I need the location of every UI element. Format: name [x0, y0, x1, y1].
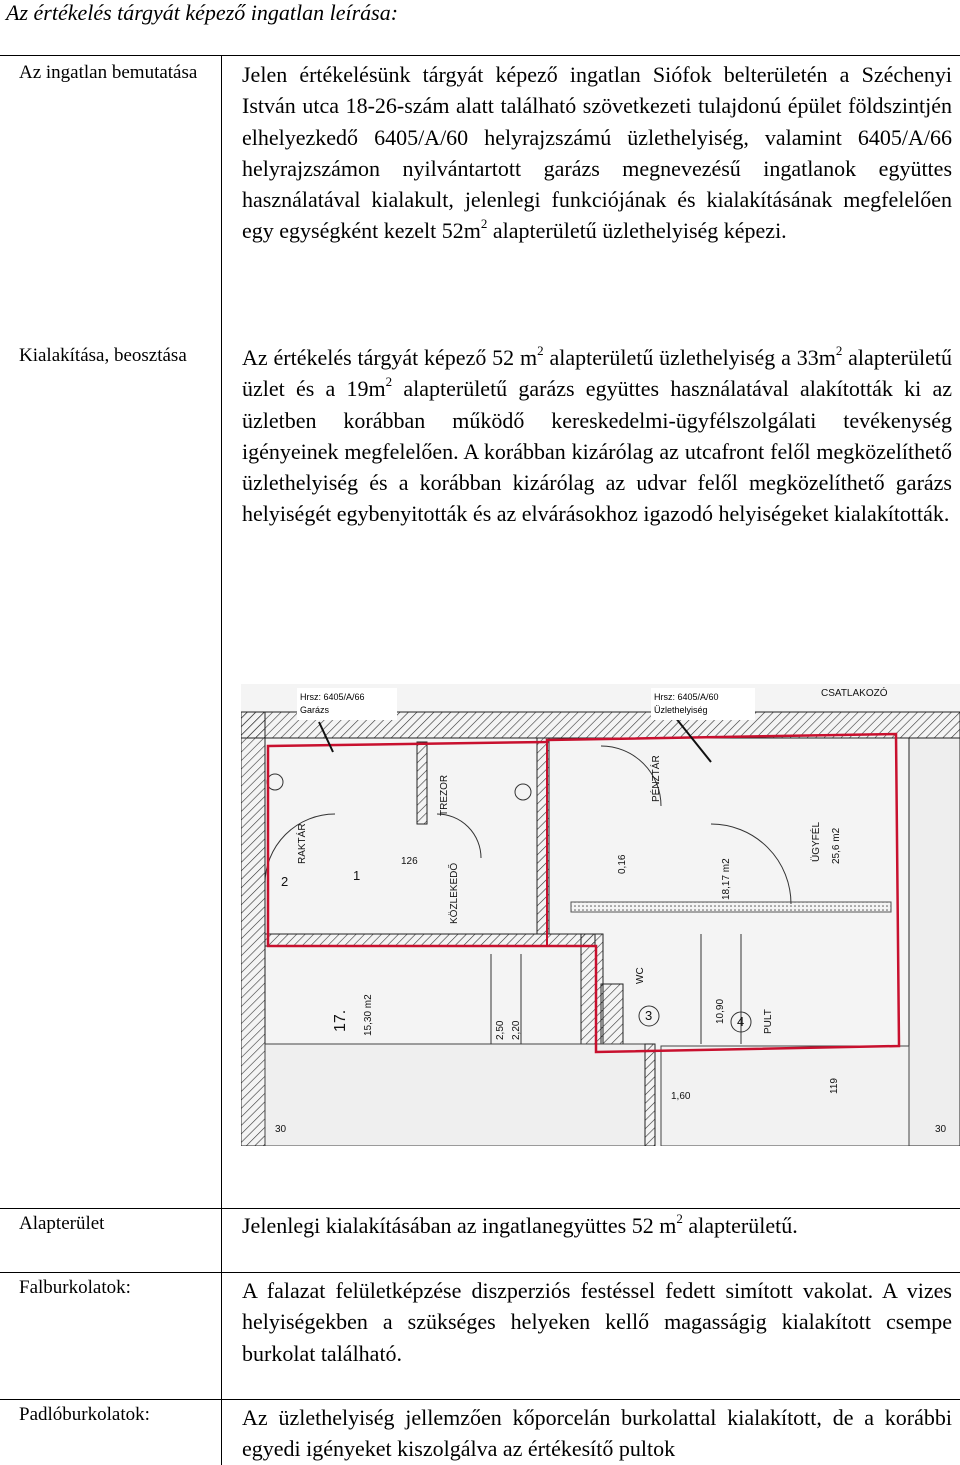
row-text-padloburkolatok: Az üzlethelyiség jellemzően kőporcelán burkolattal kialakított, de a korábbi egyedi igényeket kiszolgálva az értékesítő pultok [242, 1405, 952, 1462]
dim-label: 30 [275, 1124, 287, 1135]
row-text-falburkolatok: A falazat felületképzése diszperziós festéssel fedett simított vakolat. A vizes helyiségekben a szükséges helyeken kellő magasságig kialakított csempe burkolat található. [242, 1278, 952, 1366]
dim-label: 2,50 [495, 1020, 506, 1040]
room-number-2: 2 [281, 874, 289, 889]
dim-label: 18,17 m2 [721, 858, 732, 900]
table-row-divider-alapterulet [0, 1208, 960, 1209]
dim-label: 30 [935, 1124, 947, 1135]
plan-left-wall [241, 712, 265, 1146]
room-label-wc: WC [635, 967, 646, 984]
room-label-trezor: TREZOR [439, 774, 450, 816]
shop-hrsz-label: Hrsz: 6405/A/60 [654, 692, 719, 702]
table-row-divider-padloburkolatok [0, 1399, 960, 1400]
table-row-divider-falburkolatok [0, 1272, 960, 1273]
dim-label: 0,16 [617, 854, 628, 874]
room-number-4: 4 [737, 1014, 745, 1029]
dim-label: 1,60 [671, 1091, 691, 1102]
row-text-kialakitas: Az értékelés tárgyát képező 52 $m^2$ alapterületű üzlethelyiség a $33m^2$ alapterületű üzlet és a $19m^2$ alapterületű garázs együttes használatával alakították ki az üzletben korábban működő kereskedelmi-ügyfélszolgálati tevékenység igényeinek megfelelően. A korábban kizárólag az utcafront felől megközelíthető üzlethelyiség és a korábban kizárólag az udvar felől megközelíthető garázs helyiségét egybenyitották és az elvárásokhoz igazodó helyiségeket kialakították. [242, 343, 952, 527]
section-heading: Az értékelés tárgyát képező ingatlan leírása: [6, 0, 399, 25]
dim-label: 126 [401, 856, 418, 867]
row-label-alapterulet: Alapterület [19, 1213, 105, 1234]
table-top-border [0, 55, 960, 56]
row-text-alapterulet: Jelenlegi kialakításában az ingatlanegyüttes 52 $m^2$ alapterületű. [242, 1211, 798, 1238]
table-column-divider-2 [221, 337, 222, 1208]
shop-name-label: Üzlethelyiség [654, 705, 708, 715]
table-column-divider-1 [221, 55, 222, 337]
room-label-area-17: 15,30 m2 [363, 994, 374, 1036]
garage-hrsz-label: Hrsz: 6405/A/66 [300, 692, 365, 702]
room-label-csatlakozo: CSATLAKOZÓ [821, 688, 888, 699]
row-text-bemutatas: Jelen értékelésünk tárgyát képező ingatlan Siófok belterületén a Széchenyi István utca 18-26-szám alatt található szövetkezeti tulajdonú épület földszintjén elhelyezkedő 6405/A/60 helyrajzszámú üzlethelyiség, valamint 6405/A/66 helyrajzszámon nyilvántartott garázs megnevezésű ingatlanok együttes használatával kialakult, jelenlegi funkciójának és kialakításának megfelelően egy egységként kezelt $52m^2$ alapterületű üzlethelyiség képezi. [242, 62, 952, 244]
dim-label: 10,90 [715, 998, 726, 1024]
plan-right-column [909, 738, 960, 1146]
dim-label: 2,20 [511, 1020, 522, 1040]
room-number-3: 3 [645, 1008, 653, 1023]
dim-label: 25,6 m2 [831, 827, 842, 864]
row-label-kialakitas: Kialakítása, beosztása [19, 345, 187, 366]
dim-label: 119 [829, 1078, 840, 1094]
room-label-ugyfel: ÜGYFÉL [811, 821, 822, 862]
row-label-falburkolatok: Falburkolatok: [19, 1277, 131, 1298]
floor-plan-image [241, 684, 960, 1146]
row-label-bemutatas: Az ingatlan bemutatása [19, 62, 198, 83]
room-label-kozlekedo: KÖZLEKEDŐ [449, 862, 460, 924]
room-label-17: 17. [332, 1009, 349, 1032]
garage-name-label: Garázs [300, 705, 330, 715]
table-column-divider-3 [221, 1208, 222, 1465]
room-label-pult: PULT [763, 1009, 774, 1034]
room-label-penztar: PÉNZTÁR [651, 755, 662, 802]
room-label-raktar: RAKTÁR [297, 823, 308, 864]
room-number-1: 1 [353, 868, 361, 883]
row-label-padloburkolatok: Padlóburkolatok: [19, 1404, 150, 1425]
